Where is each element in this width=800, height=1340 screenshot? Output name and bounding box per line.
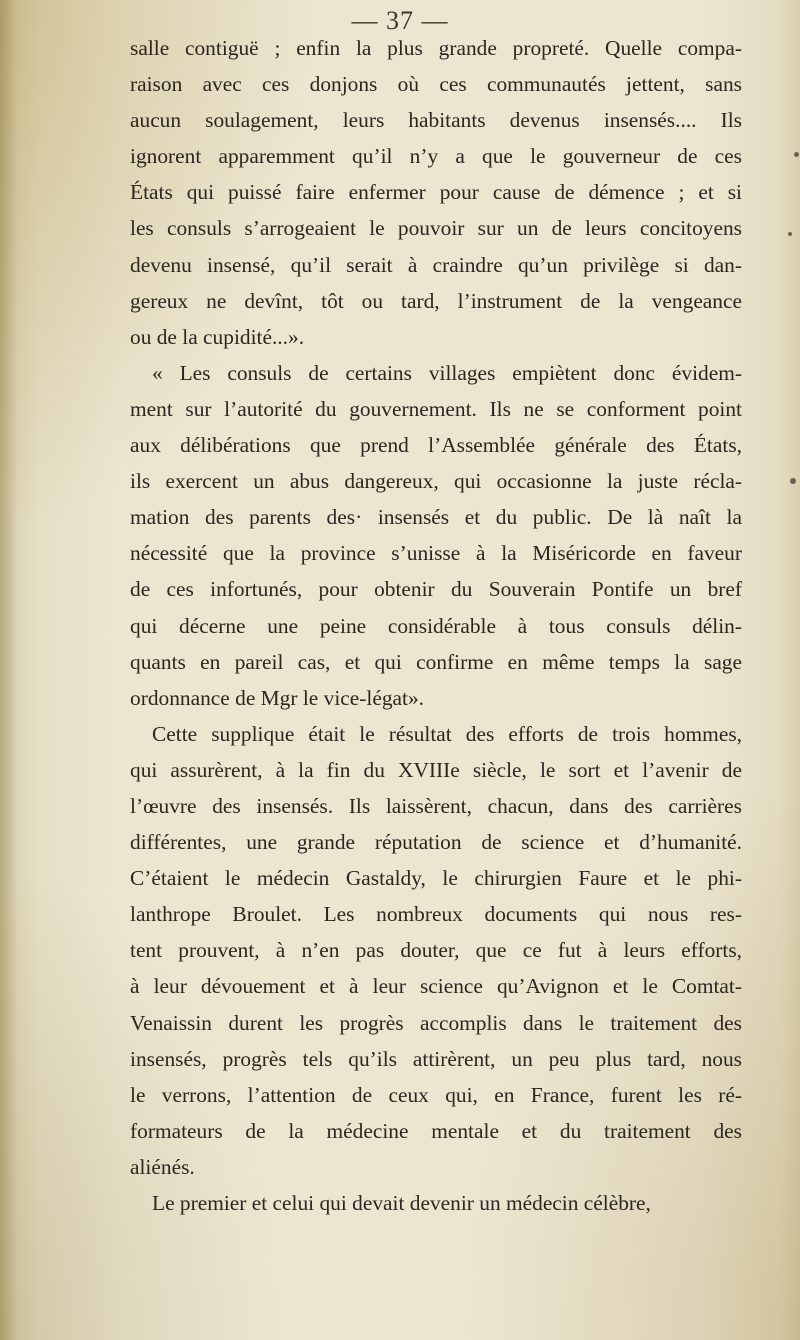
text-line: raison avec ces donjons où ces communautés jettent, sans [130, 72, 742, 97]
text-line: ordonnance de Mgr le vice-légat». [130, 685, 424, 710]
text-line: « Les consuls de certains villages empiètent donc évidem- [152, 360, 742, 385]
text-line: aliénés. [130, 1154, 195, 1179]
text-line: gereux ne devînt, tôt ou tard, l’instrument de la vengeance [130, 288, 742, 313]
text-line: lanthrope Broulet. Les nombreux documents qui nous res- [130, 902, 742, 927]
text-line: États qui puissé faire enfermer pour cause de démence ; et si [130, 180, 742, 205]
page-number: — 37 — [351, 6, 449, 35]
text-line: à leur dévouement et à leur science qu’Avignon et le Comtat- [130, 974, 742, 999]
text-line: salle contiguë ; enfin la plus grande propreté. Quelle compa- [130, 36, 742, 60]
text-line: ignorent apparemment qu’il n’y a que le gouverneur de ces [130, 144, 742, 169]
text-line: qui assurèrent, à la fin du XVIIIe siècle, le sort et l’avenir de [130, 757, 742, 782]
text-line: qui décerne une peine considérable à tous consuls délin- [130, 613, 742, 638]
text-line: Venaissin durent les progrès accomplis dans le traitement des [130, 1010, 742, 1035]
text-line: nécessité que la province s’unisse à la Miséricorde en faveur [130, 541, 742, 566]
text-line: formateurs de la médecine mentale et du traitement des [130, 1118, 742, 1143]
text-line: C’étaient le médecin Gastaldy, le chirurgien Faure et le phi- [130, 866, 742, 891]
text-line: aucun soulagement, leurs habitants devenus insensés.... Ils [130, 108, 742, 133]
text-line: de ces infortunés, pour obtenir du Souverain Pontife un bref [130, 577, 742, 602]
paper-speck [794, 152, 799, 157]
page-binding-shadow [0, 0, 18, 1340]
paper-speck [788, 232, 792, 236]
text-line: insensés, progrès tels qu’ils attirèrent, un peu plus tard, nous [130, 1046, 742, 1071]
text-line: mation des parents des· insensés et du public. De là naît la [130, 505, 742, 530]
text-line: devenu insensé, qu’il serait à craindre qu’un privilège si dan- [130, 252, 742, 277]
text-line: ils exercent un abus dangereux, qui occasionne la juste récla- [130, 469, 742, 494]
text-line: ou de la cupidité...». [130, 324, 305, 349]
text-line: ment sur l’autorité du gouvernement. Ils ne se conforment point [130, 396, 742, 421]
text-line: les consuls s’arrogeaient le pouvoir sur un de leurs concitoyens [130, 216, 742, 241]
body-text [130, 30, 742, 1221]
text-line: le verrons, l’attention de ceux qui, en France, furent les ré- [130, 1082, 742, 1107]
text-line: différentes, une grande réputation de science et d’humanité. [130, 830, 742, 855]
text-line: tent prouvent, à n’en pas douter, que ce fut à leurs efforts, [130, 938, 742, 963]
text-line: aux délibérations que prend l’Assemblée générale des États, [130, 433, 742, 458]
text-line: l’œuvre des insensés. Ils laissèrent, chacun, dans des carrières [130, 793, 742, 818]
paper-speck [790, 478, 796, 484]
text-line: Cette supplique était le résultat des efforts de trois hommes, [152, 721, 742, 746]
text-line: quants en pareil cas, et qui confirme en même temps la sage [130, 649, 742, 674]
text-line: Le premier et celui qui devait devenir un médecin célèbre, [152, 1191, 651, 1215]
